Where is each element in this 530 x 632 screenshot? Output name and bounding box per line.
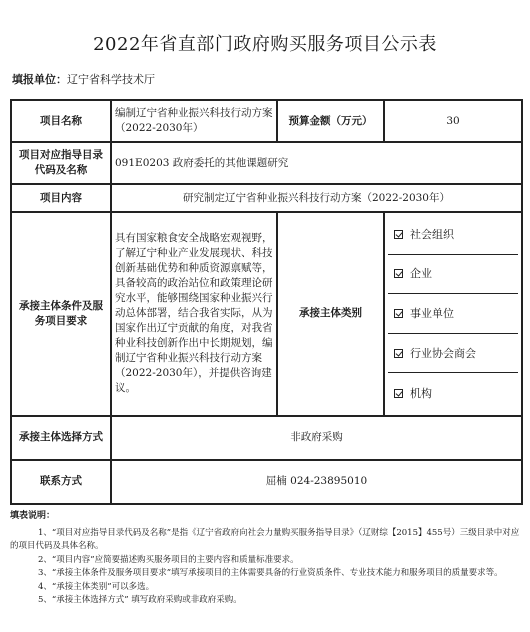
entity-type-name: 社会组织: [410, 227, 454, 241]
contact-label: 联系方式: [11, 460, 111, 504]
entity-type-item: [388, 294, 518, 334]
row-content: [11, 184, 522, 212]
content-label: 项目内容: [11, 184, 111, 212]
row-contact: [11, 460, 522, 504]
entity-type-label: 承接主体类别: [277, 212, 384, 416]
entity-type-name: 事业单位: [410, 306, 454, 320]
instruction-item: 3、“承接主体条件及服务项目要求”填写承接项目的主体需要具备的行业资质条件、专业技术能力和服务项目的质量要求等。: [38, 568, 503, 578]
entity-type-name: 行业协会商会: [410, 346, 476, 360]
checked-box-icon: [394, 230, 403, 239]
instruction-item: 1、“项目对应指导目录代码及名称”是指《辽宁省政府向社会力量购买服务指导目录》（辽财综【2015】455号）三级目录中对应的项目代码及具体名称。: [10, 527, 520, 551]
entity-type-name: 机构: [410, 386, 432, 400]
instruction-item: 2、“项目内容”应简要描述购买服务项目的主要内容和质量标准要求。: [38, 554, 299, 565]
checked-box-icon: [394, 389, 403, 398]
reporting-unit-label: 填报单位：: [12, 73, 67, 86]
entity-type-item: [388, 215, 518, 255]
entity-type-name: 企业: [410, 267, 432, 281]
instructions-title: 填表说明：: [10, 511, 56, 521]
reporting-unit-value: 辽宁省科学技术厅: [67, 73, 155, 86]
instruction-item: 4、“承接主体类别”可以多选。: [38, 581, 155, 592]
checked-box-icon: [394, 349, 403, 358]
requirements-label: 承接主体条件及服务项目要求: [11, 212, 111, 416]
selection-value: 非政府采购: [111, 416, 522, 460]
checked-box-icon: [394, 309, 403, 318]
catalog-label: 项目对应指导目录代码及名称: [11, 142, 111, 184]
entity-type-item: [388, 373, 518, 413]
instruction-item: 5、“承接主体选择方式” 填写政府采购或非政府采购。: [38, 595, 242, 605]
project-table: [10, 99, 523, 505]
checked-box-icon: [394, 269, 403, 278]
contact-value: 屈楠 024-23895010: [111, 460, 522, 504]
budget-label: 预算金额（万元）: [277, 100, 384, 142]
requirements-value: 具有国家粮食安全战略宏观视野，了解辽宁种业产业发展现状、科技创新基础优势和种质资源禀赋等，具备较高的政治站位和政策理论研究水平，能够围绕国家种业振兴行动总体部署，结合我省实际，从为国家作出辽宁贡献的角度，对我省种业科技创新作出中长期规划，编制辽宁省种业振兴科技行动方案（2022-2030年），并提供咨询建议。: [111, 212, 277, 416]
instructions: [10, 510, 520, 608]
page-title: 2022年省直部门政府购买服务项目公示表: [93, 34, 437, 55]
entity-type-item: [388, 334, 518, 374]
project-name-value: 编制辽宁省种业振兴科技行动方案（2022-2030年）: [111, 100, 277, 142]
entity-type-list: [384, 212, 522, 416]
entity-type-item: [388, 255, 518, 295]
selection-label: 承接主体选择方式: [11, 416, 111, 460]
row-selection: [11, 416, 522, 460]
project-name-label: 项目名称: [11, 100, 111, 142]
catalog-value: 091E0203 政府委托的其他课题研究: [111, 142, 522, 184]
budget-value: 30: [384, 100, 522, 142]
reporting-unit: [12, 71, 155, 87]
content-value: 研究制定辽宁省种业振兴科技行动方案（2022-2030年）: [111, 184, 522, 212]
row-catalog: [11, 142, 522, 184]
row-requirements: [11, 212, 522, 416]
row-project-name: [11, 100, 522, 142]
